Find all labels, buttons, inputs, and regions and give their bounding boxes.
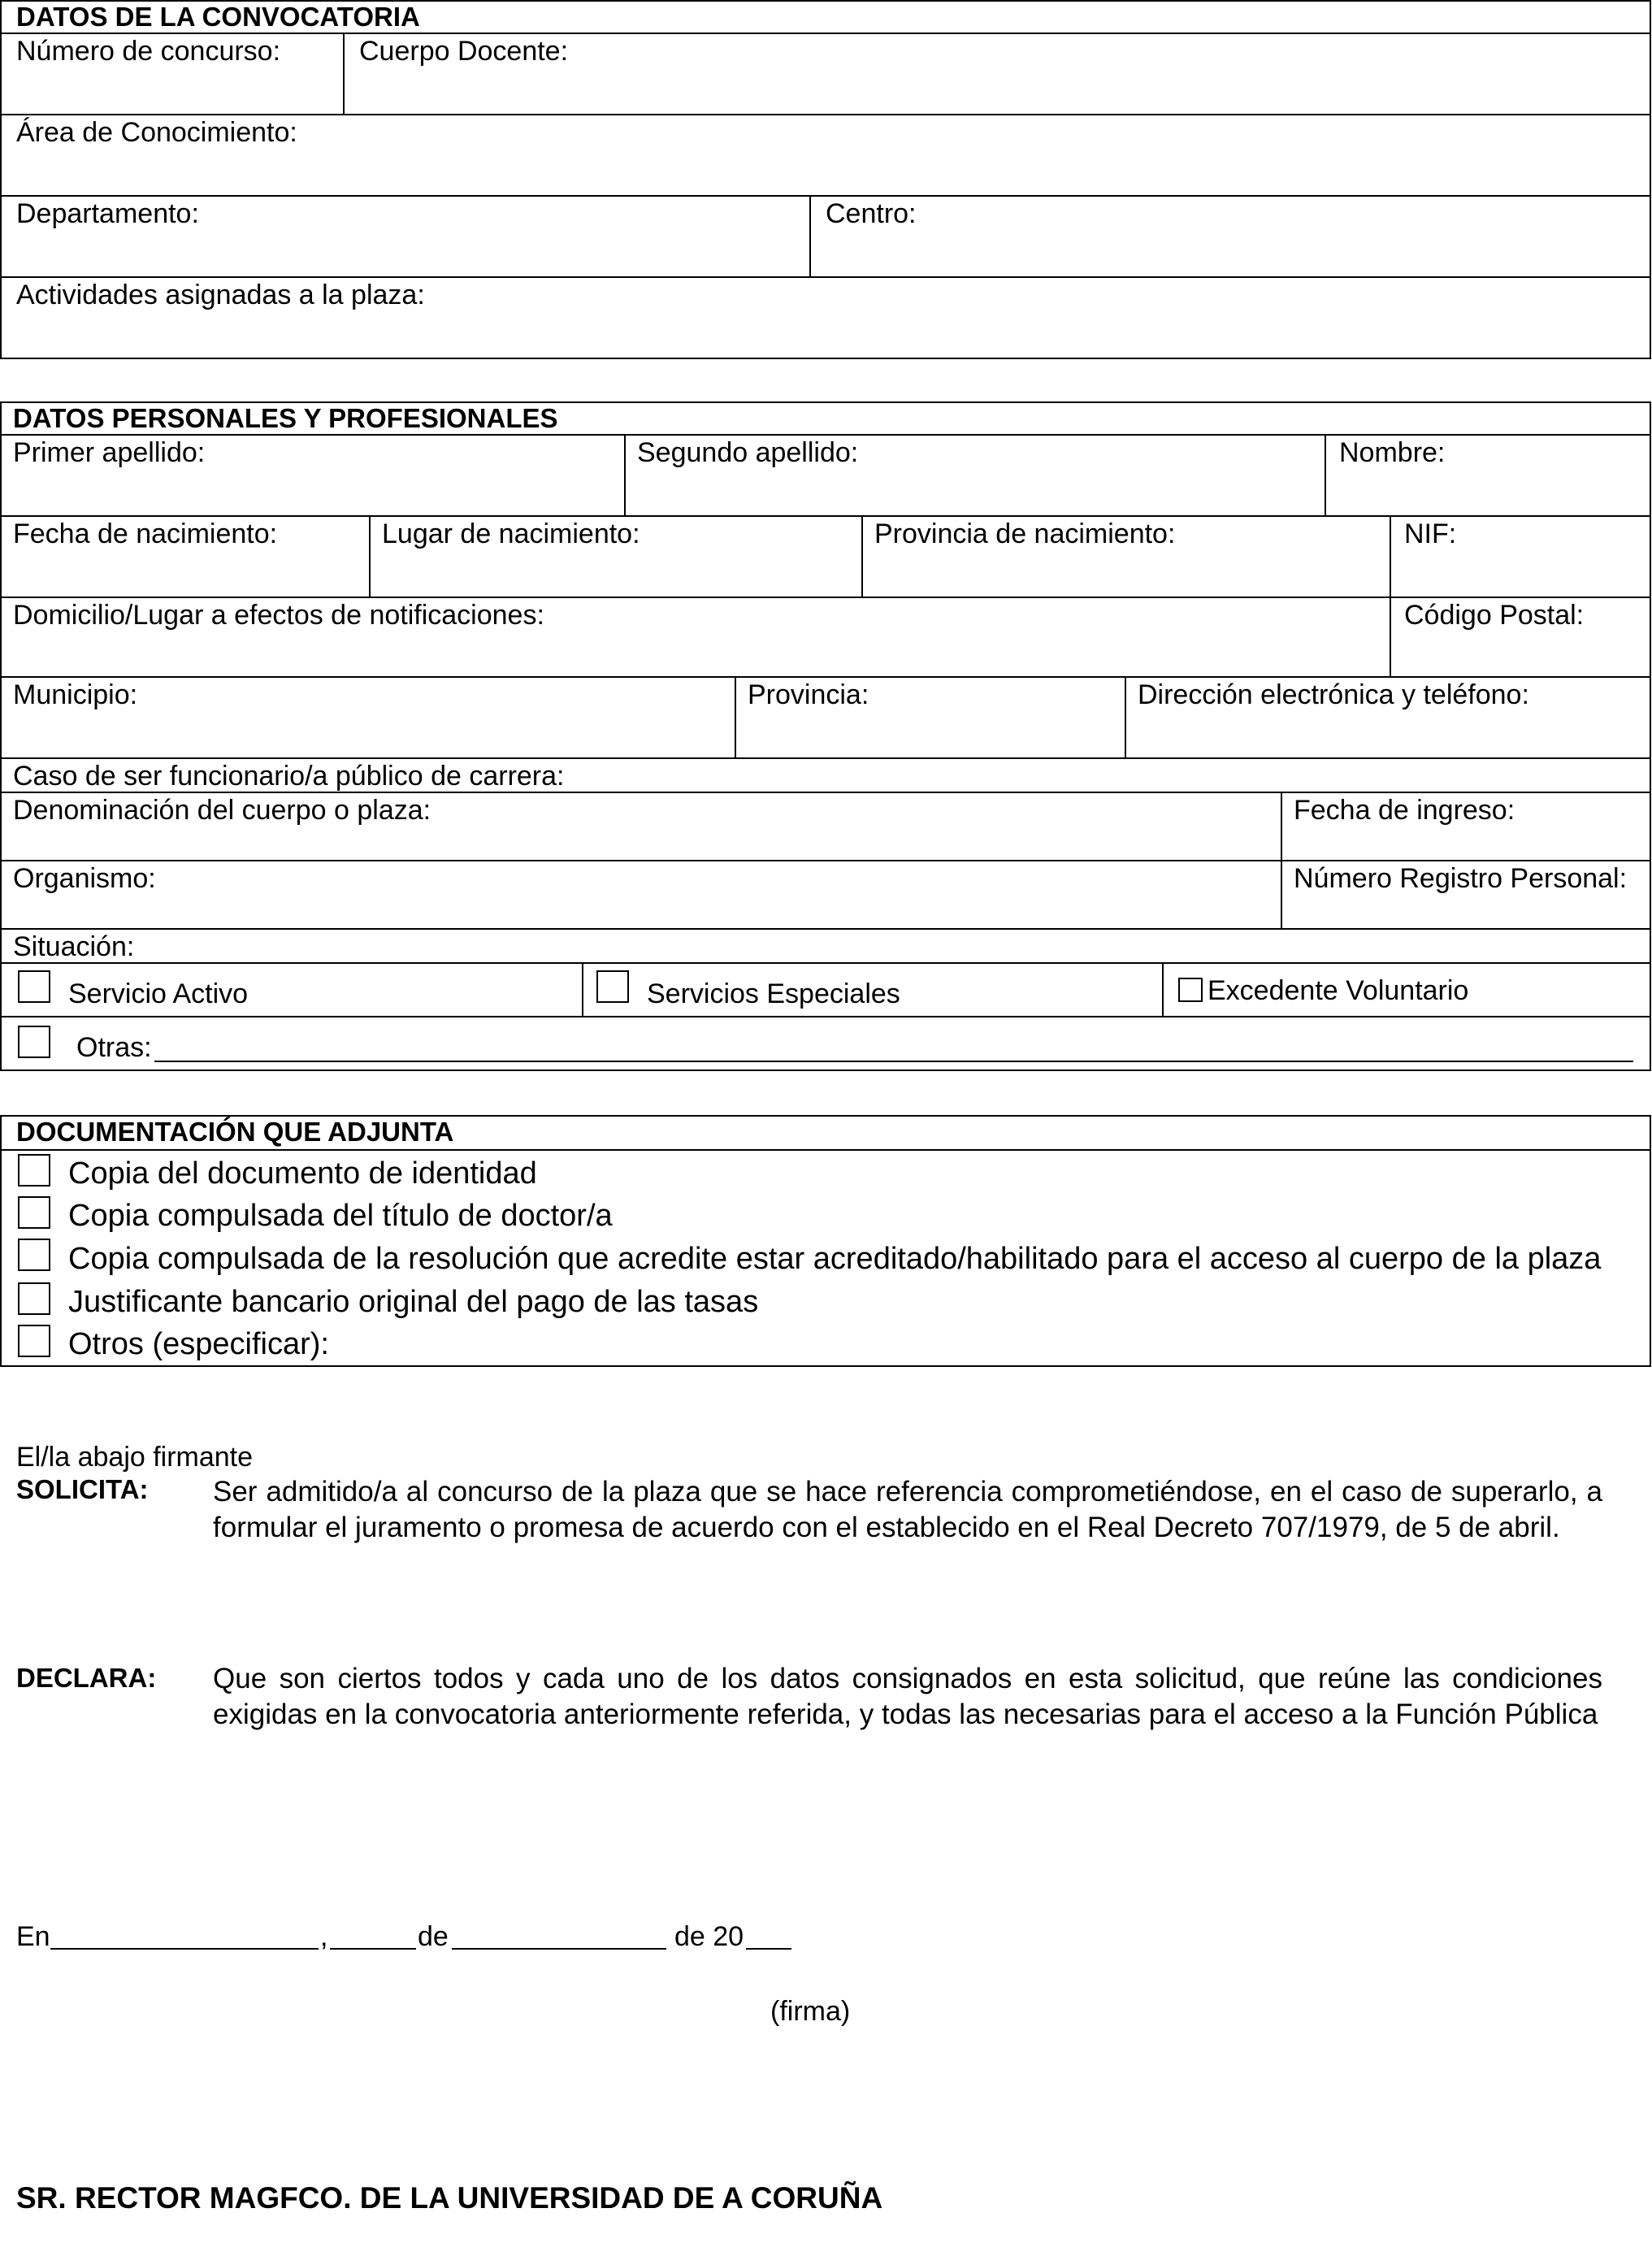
doc-item-label: Copia del documento de identidad (68, 1156, 537, 1191)
direccion-label: Dirección electrónica y teléfono: (1138, 679, 1529, 710)
codigo-postal-label: Código Postal: (1404, 600, 1585, 631)
primer-apellido-label: Primer apellido: (13, 437, 206, 468)
servicios-especiales-label: Servicios Especiales (647, 978, 900, 1009)
cuerpo-docente-field[interactable] (346, 34, 1650, 112)
doc-item-label: Otros (especificar): (68, 1327, 329, 1361)
primer-apellido-field[interactable] (2, 436, 622, 514)
excedente-voluntario-checkbox[interactable] (1178, 978, 1203, 1002)
segundo-apellido-field[interactable] (627, 436, 1323, 514)
dia-line[interactable] (330, 1948, 416, 1950)
departamento-label: Departamento: (16, 198, 199, 229)
domicilio-field[interactable] (2, 598, 1388, 675)
lugar-line[interactable] (50, 1948, 319, 1950)
declara-text: Que son ciertos todos y cada uno de los datos consignados en esta solicitud, que reúne las condiciones exigidas en la convocatoria anteriormente referida, y todas las necesarias para el acceso a la Función Pública (213, 1663, 1602, 1730)
nif-label: NIF: (1404, 518, 1457, 549)
cuerpo-docente-label: Cuerpo Docente: (359, 36, 569, 67)
actividades-field[interactable] (2, 278, 1650, 356)
mes-line[interactable] (452, 1948, 666, 1950)
doc-item-label: Copia compulsada del título de doctor/a (68, 1199, 613, 1233)
denominacion-field[interactable] (2, 793, 1279, 858)
servicios-especiales-checkbox[interactable] (596, 970, 629, 1003)
destinatario-text: SR. RECTOR MAGFCO. DE LA UNIVERSIDAD DE A CORUÑA (16, 2181, 883, 2215)
convocatoria-title: DATOS DE LA CONVOCATORIA (16, 2, 420, 32)
servicio-activo-label: Servicio Activo (68, 978, 249, 1009)
doc-item-checkbox[interactable] (18, 1282, 50, 1315)
servicio-activo-checkbox[interactable] (18, 970, 50, 1003)
doc-item-checkbox[interactable] (18, 1154, 50, 1187)
documentacion-title: DOCUMENTACIÓN QUE ADJUNTA (16, 1117, 454, 1147)
declara-label: DECLARA: (16, 1663, 157, 1693)
solicita-label: SOLICITA: (16, 1474, 149, 1504)
solicita-text: Ser admitido/a al concurso de la plaza que se hace referencia comprometiéndose, en el caso de superarlo, a formular el juramento o promesa de acuerdo con el establecido en el Real Decreto 707/1979, de 5 de abril. (213, 1476, 1602, 1543)
fecha-ingreso-field[interactable] (1284, 793, 1650, 858)
departamento-field[interactable] (2, 197, 808, 275)
provincia-nacimiento-field[interactable] (865, 517, 1388, 595)
doc-item-checkbox[interactable] (18, 1239, 50, 1271)
numero-concurso-field[interactable] (2, 34, 341, 112)
firma-label: (firma) (770, 1996, 851, 2027)
numero-registro-label: Número Registro Personal: (1294, 863, 1628, 894)
domicilio-label: Domicilio/Lugar a efectos de notificaciones: (13, 600, 544, 631)
doc-item-label: Justificante bancario original del pago de las tasas (68, 1285, 759, 1319)
de-20-label: de 20 (674, 1921, 744, 1952)
organismo-field[interactable] (2, 861, 1279, 926)
otras-line[interactable] (154, 1061, 1633, 1062)
doc-item-label: Copia compulsada de la resolución que acredite estar acreditado/habilitado para el acceso al cuerpo de la plaza (68, 1242, 1602, 1276)
otras-checkbox[interactable] (18, 1026, 50, 1058)
area-conocimiento-field[interactable] (2, 115, 1650, 193)
fecha-ingreso-label: Fecha de ingreso: (1294, 795, 1515, 826)
municipio-field[interactable] (2, 678, 733, 756)
codigo-postal-field[interactable] (1393, 598, 1650, 675)
actividades-label: Actividades asignadas a la plaza: (16, 280, 425, 310)
otras-label: Otras: (76, 1032, 152, 1063)
comma-label: , (320, 1921, 328, 1952)
provincia-nacimiento-label: Provincia de nacimiento: (874, 518, 1176, 549)
numero-concurso-label: Número de concurso: (16, 36, 281, 67)
lugar-nacimiento-label: Lugar de nacimiento: (382, 518, 640, 549)
personales-title: DATOS PERSONALES Y PROFESIONALES (13, 403, 558, 433)
centro-field[interactable] (813, 197, 1650, 275)
organismo-label: Organismo: (13, 863, 156, 894)
fecha-nacimiento-field[interactable] (2, 517, 367, 595)
provincia-label: Provincia: (748, 679, 869, 710)
centro-label: Centro: (826, 198, 917, 229)
area-conocimiento-label: Área de Conocimiento: (16, 117, 297, 148)
segundo-apellido-label: Segundo apellido: (637, 437, 859, 468)
en-label: En (16, 1921, 50, 1952)
municipio-label: Municipio: (13, 679, 138, 710)
firmante-text: El/la abajo firmante (16, 1442, 254, 1473)
fecha-nacimiento-label: Fecha de nacimiento: (13, 518, 278, 549)
nombre-label: Nombre: (1339, 437, 1446, 468)
lugar-nacimiento-field[interactable] (372, 517, 860, 595)
nif-field[interactable] (1393, 517, 1650, 595)
provincia-field[interactable] (738, 678, 1123, 756)
de-label: de (418, 1921, 449, 1952)
doc-item-checkbox[interactable] (18, 1325, 50, 1357)
doc-item-checkbox[interactable] (18, 1196, 50, 1229)
numero-registro-field[interactable] (1284, 861, 1650, 926)
caso-funcionario-label: Caso de ser funcionario/a público de carrera: (13, 761, 565, 792)
denominacion-label: Denominación del cuerpo o plaza: (13, 795, 431, 826)
direccion-field[interactable] (1128, 678, 1650, 756)
excedente-voluntario-label: Excedente Voluntario (1208, 975, 1469, 1006)
anio-line[interactable] (746, 1948, 791, 1950)
situacion-label: Situación: (13, 931, 135, 962)
nombre-field[interactable] (1328, 436, 1650, 514)
